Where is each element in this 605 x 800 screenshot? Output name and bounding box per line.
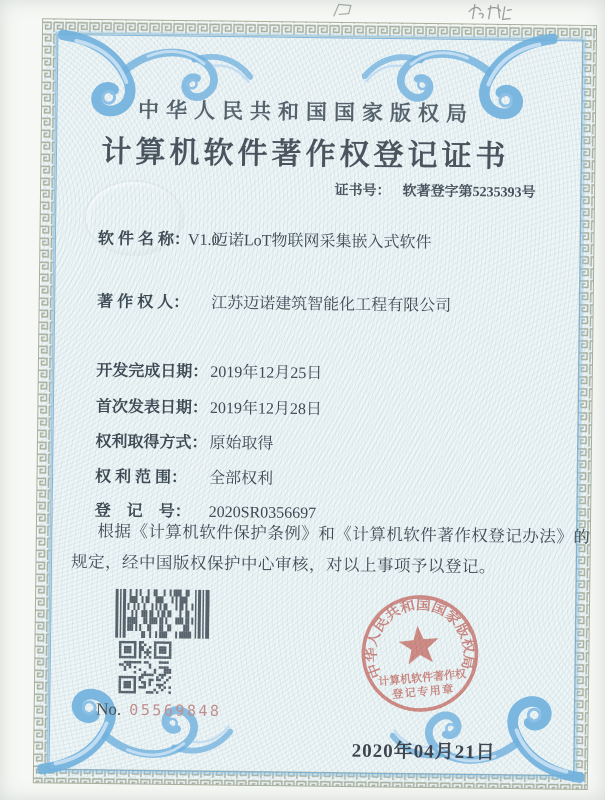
field-label: 登 记 号： — [94, 502, 191, 521]
statement-line2: 规定，经中国版权保护中心审核，对以上事项予以登记。 — [70, 552, 497, 577]
seal-inner-line1: 计算机软件著作权 — [377, 668, 467, 689]
seal-inner-line2: 登记专用章 — [391, 683, 456, 702]
serial-number — [96, 700, 222, 722]
issuing-authority: 中华人民共和国国家版权局 — [137, 97, 475, 127]
software-version: V1.0 — [187, 231, 220, 249]
certificate-title: 计算机软件著作权登记证书 — [101, 135, 510, 174]
certificate-number — [334, 179, 535, 201]
field-label: 权利取得方式： — [95, 433, 208, 452]
field-software-name — [74, 207, 432, 270]
statement-line1: 根据《计算机软件保护条例》和《计算机软件著作权登记办法》的 — [97, 521, 591, 547]
field-value: 2020SR0356697 — [208, 503, 317, 523]
field-value: 2019年12月28日 — [209, 399, 323, 419]
handwritten-mark — [331, 1, 361, 19]
handwritten-note — [465, 2, 517, 23]
field-label: 首次发表日期： — [95, 398, 209, 417]
field-value: 全部权利 — [208, 469, 274, 488]
barcode-icon — [115, 589, 210, 639]
field-label: 开发完成日期： — [96, 362, 209, 381]
qr-code-icon — [118, 641, 172, 696]
flourish-bottom-left — [37, 683, 233, 777]
issue-date: 2020年04月21日 — [351, 740, 496, 764]
certificate-number-value: 软著登字第5235393号 — [402, 184, 536, 201]
official-seal-icon — [349, 583, 491, 725]
certificate-number-label: 证书号： — [334, 183, 391, 200]
field-label: 著 作 权 人： — [97, 293, 190, 312]
field-value: 原始取得 — [209, 434, 274, 453]
seal-ring-text: 中华人民共和国国家版权局 — [363, 597, 477, 681]
seal-star-icon — [397, 624, 440, 666]
field-value: 2019年12月25日 — [210, 363, 323, 383]
serial-digits: 05569848 — [129, 700, 222, 721]
field-value: 迈诺LoT物联网采集嵌入式软件 — [211, 231, 432, 252]
field-value: 江苏迈诺建筑智能化工程有限公司 — [211, 294, 452, 315]
field-label: 权 利 范 围： — [94, 468, 188, 487]
field-label: 软 件 名 称： — [97, 230, 191, 249]
field-copyright-owner — [73, 270, 452, 334]
serial-prefix: No. — [96, 699, 122, 719]
